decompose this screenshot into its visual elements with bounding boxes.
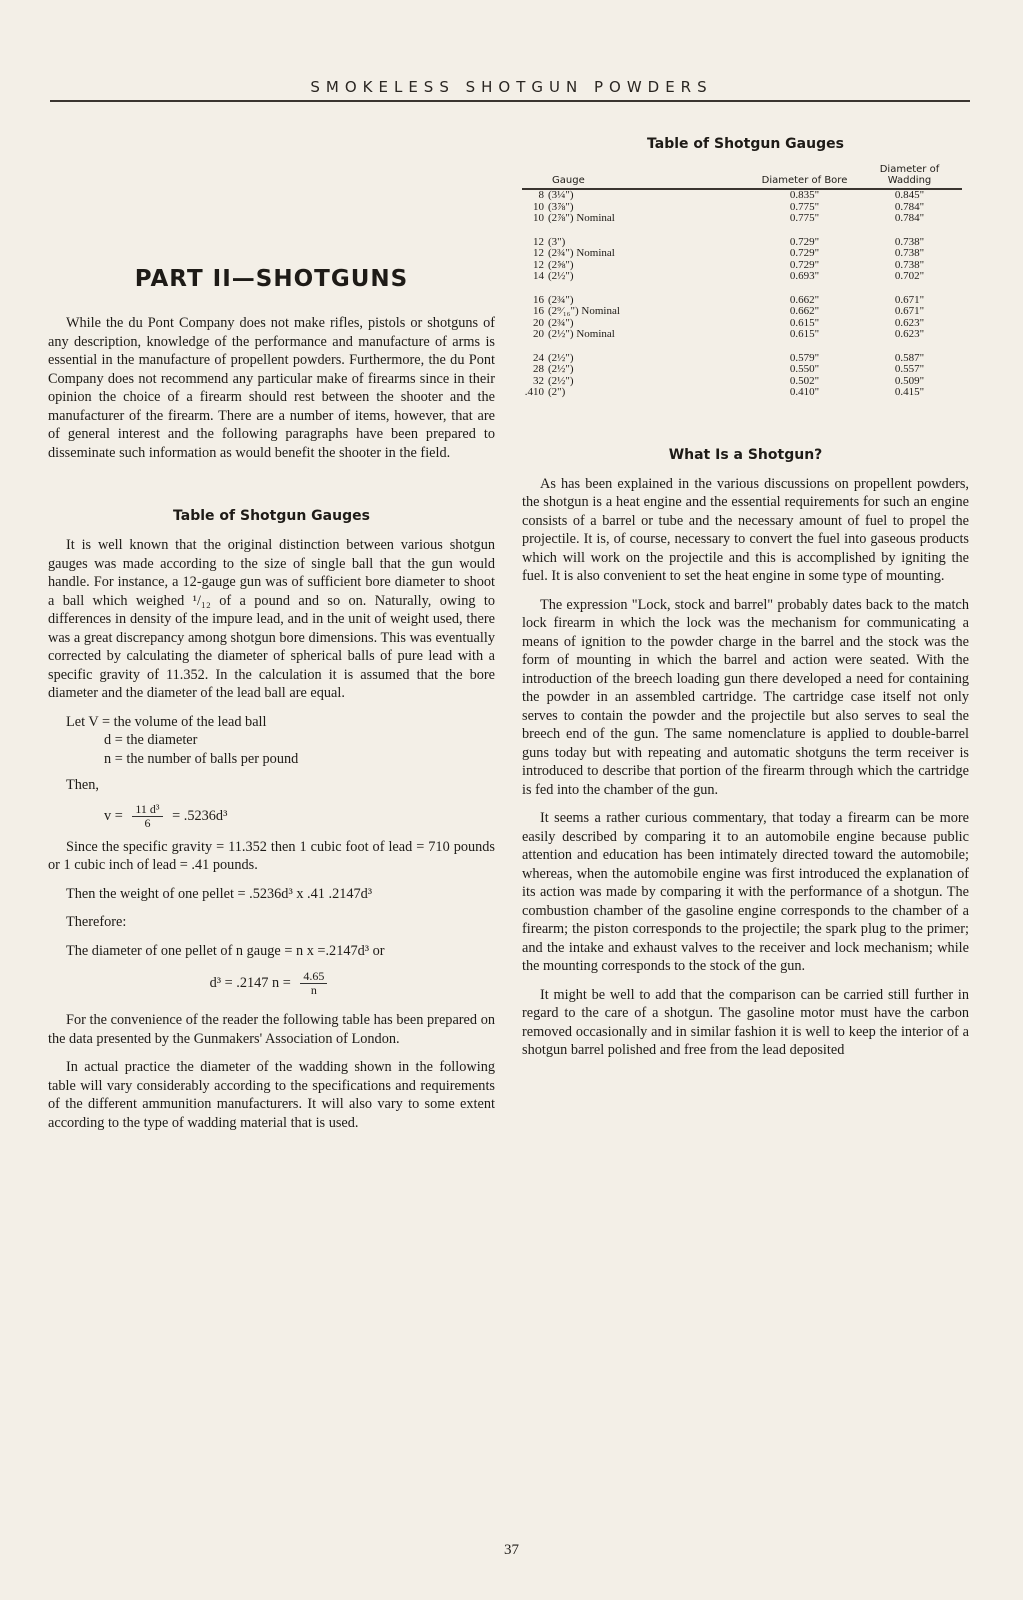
def-d: d = the diameter	[104, 732, 198, 748]
volume-fraction-numerator: 11 d³	[132, 803, 162, 817]
gauge-spec: (3")	[548, 235, 566, 248]
shotgun-paragraph-4: It might be well to add that the comparison can be carried still further in regard to the care of a shotgun. The gasoline motor must have the carbon removed occasionally and in similar fashion it is well to keep the interior of a shotgun barrel polished and free from the lead deposited	[522, 986, 969, 1058]
table-row	[522, 248, 962, 260]
wadding-cell: 0.671"	[894, 293, 925, 306]
wadding-cell: 0.845"	[894, 189, 925, 201]
bore-cell: 0.615"	[789, 328, 820, 340]
definitions-block	[48, 713, 495, 769]
table-row	[522, 306, 962, 318]
gauge-number: 12	[533, 258, 544, 271]
gauge-spec: (2½")	[548, 270, 574, 282]
gauge-spec: (2¾")	[548, 316, 574, 329]
wadding-cell: 0.623"	[894, 328, 925, 340]
page-number: 37	[504, 1542, 519, 1558]
bore-cell: 0.729"	[789, 258, 820, 271]
gauge-number: 20	[533, 328, 544, 340]
gauge-number: 16	[533, 293, 544, 306]
wadding-cell: 0.738"	[894, 235, 925, 248]
practice-paragraph: In actual practice the diameter of the wadding shown in the following table will vary considerably according to the specifications and requirements of the different ammunition manufacturers. It will also vary to some extent according to the type of wadding material that is used.	[48, 1059, 495, 1131]
bore-cell: 0.502"	[789, 374, 820, 387]
volume-eq-rhs: = .5236d³	[172, 807, 228, 824]
table-row	[522, 387, 962, 399]
wadding-cell: 0.784"	[894, 200, 925, 213]
gauge-number: 10	[533, 200, 544, 213]
left-column	[48, 250, 495, 1142]
wadding-cell: 0.623"	[894, 316, 925, 329]
pellet-diameter-paragraph: The diameter of one pellet of n gauge = n x =.2147d³ or	[66, 942, 385, 959]
gauges-section-heading: Table of Shotgun Gauges	[173, 508, 370, 524]
gauge-number: 8	[538, 189, 544, 201]
gauges-table	[522, 164, 962, 399]
table-group-gap	[522, 341, 962, 353]
wadding-cell: 0.702"	[894, 270, 925, 282]
diameter-fraction	[300, 970, 327, 997]
gauge-number: .410	[524, 386, 544, 398]
volume-fraction	[132, 803, 162, 830]
right-column	[522, 136, 969, 1070]
shotgun-paragraph-1: As has been explained in the various discussions on propellent powders, the shotgun is a heat engine and the essential requirements for such an engine consists of a barrel or tube and the necessary amount of fuel to propel the projectile. It is, of course, necessary to convert the fuel into gaseous products which will work on the projectile and this is accomplished by igniting the fuel. It is also convenient to set the heat engine in some type of mounting.	[522, 475, 969, 584]
gauge-spec: (2½") Nominal	[548, 328, 615, 340]
gauges-paragraph: It is well known that the original distinction between various shotgun gauges was made according to the size of single ball that the gun would handle. For instance, a 12-gauge gun was of sufficient bore diameter to shoot a ball which weighed ¹/₁₂ of a pound and so on. Naturally, owing to differences in density of the impure lead, and in the unit of weight used, there was a great discrepancy among shotgun bore dimensions. This was eventually corrected by calculating the diameter of spherical balls of pure lead with a specific gravity of 11.352. In the calculation it is assumed that the bore diameter and the diameter of the lead ball are equal.	[48, 537, 495, 701]
wadding-cell: 0.557"	[894, 363, 925, 375]
table-row	[522, 364, 962, 376]
bore-cell: 0.579"	[789, 351, 820, 364]
gauge-number: 12	[533, 247, 544, 259]
gauge-spec: (2⁹⁄₁₆") Nominal	[548, 305, 620, 317]
gauge-spec: (2⅝")	[548, 258, 574, 271]
bore-cell: 0.550"	[789, 363, 820, 375]
diameter-eq-lhs: d³ = .2147 n =	[209, 974, 291, 991]
gauge-number: 16	[533, 305, 544, 317]
wadding-cell: 0.509"	[894, 374, 925, 387]
gauge-spec: (2")	[548, 386, 566, 398]
convenience-paragraph: For the convenience of the reader the following table has been prepared on the data presented by the Gunmakers' Association of London.	[48, 1012, 495, 1047]
table-group-gap	[522, 225, 962, 237]
gauge-spec: (3⅞")	[548, 200, 574, 213]
volume-eq-lhs: v =	[104, 807, 123, 824]
def-n: n = the number of balls per pound	[104, 750, 299, 767]
bore-cell: 0.662"	[789, 305, 820, 317]
gauge-number: 28	[533, 363, 544, 375]
running-header: SMOKELESS SHOTGUN POWDERS	[310, 78, 713, 96]
shotgun-section-heading: What Is a Shotgun?	[668, 446, 823, 463]
table-row	[522, 213, 962, 225]
gauge-spec: (3¼")	[548, 189, 574, 201]
volume-fraction-denominator: 6	[144, 815, 151, 830]
gauge-spec: (2½")	[548, 363, 574, 375]
bore-cell: 0.410"	[789, 386, 820, 398]
table-title: Table of Shotgun Gauges	[647, 136, 844, 152]
volume-equation	[48, 803, 495, 830]
gauge-cell	[522, 213, 752, 225]
wadding-cell: 0.587"	[894, 351, 925, 364]
table-row	[522, 271, 962, 283]
bore-cell: 0.662"	[789, 293, 820, 306]
bore-cell: 0.775"	[789, 212, 820, 224]
gauge-number: 10	[533, 212, 544, 224]
bore-cell: 0.693"	[789, 270, 820, 282]
gauges-table-body	[522, 189, 962, 399]
bore-cell: 0.729"	[789, 235, 820, 248]
gauge-number: 12	[533, 235, 544, 248]
therefore-label: Therefore:	[66, 914, 127, 930]
bore-cell: 0.775"	[789, 200, 820, 213]
wadding-cell: 0.415"	[894, 386, 925, 398]
gauge-spec: (2⅞") Nominal	[548, 212, 615, 224]
table-header-gauge: Gauge	[522, 164, 752, 189]
table-row	[522, 329, 962, 341]
gauge-spec: (2¾") Nominal	[548, 247, 615, 259]
gauge-cell	[522, 387, 752, 399]
then-label: Then,	[66, 777, 99, 793]
specific-gravity-paragraph: Since the specific gravity = 11.352 then 1 cubic foot of lead = 710 pounds or 1 cubic inch of lead = .41 pounds.	[48, 838, 495, 873]
bore-cell: 0.729"	[789, 247, 820, 259]
gauge-number: 20	[533, 316, 544, 329]
pellet-weight-paragraph: Then the weight of one pellet = .5236d³ x .41 .2147d³	[66, 885, 373, 902]
bore-cell: 0.835"	[789, 189, 820, 201]
gauge-cell	[522, 329, 752, 341]
gauge-spec: (2½")	[548, 374, 574, 387]
shotgun-paragraph-3: It seems a rather curious commentary, that today a firearm can be more easily described by comparing it to an automobile engine because public attention and education has been intimately directed toward the automobile; whereas, when the automobile engine was first introduced the explanation of its action was made by comparing it with the performance of a shotgun. The combustion chamber of the gasoline engine corresponds to the chamber of a firearm; the piston corresponds to the projectile; the spark plug to the primer; and the intake and exhaust valves to the receiver and lock mechanism; while the mounting corresponds to the stock of the gun.	[522, 810, 969, 974]
table-header-wadding: Diameter of Wadding	[857, 164, 962, 189]
table-header-bore: Diameter of Bore	[752, 164, 857, 189]
diameter-fraction-denominator: n	[310, 983, 317, 997]
bore-cell: 0.615"	[789, 316, 820, 329]
gauge-number: 14	[533, 270, 544, 282]
diameter-equation	[48, 970, 495, 997]
wadding-cell: 0.738"	[894, 247, 925, 259]
diameter-fraction-numerator: 4.65	[300, 970, 327, 984]
gauge-number: 24	[533, 351, 544, 364]
table-row	[522, 189, 962, 202]
wadding-cell: 0.784"	[894, 212, 925, 224]
header-rule	[50, 100, 970, 102]
gauge-spec: (2½")	[548, 351, 574, 364]
gauge-number: 32	[533, 374, 544, 387]
let-line: Let V = the volume of the lead ball	[66, 713, 267, 730]
intro-paragraph: While the du Pont Company does not make rifles, pistols or shotguns of any description, knowledge of the performance and manufacture of arms is essential in the manufacture of propellent powders. Furthermore, the du Pont Company does not recommend any particular make of firearms since in their opinion the choice of a firearm should rest between the shooter and the manufacturer of the firearm. There are a number of items, however, that are of general interest and the following paragraphs have been prepared to disseminate such information as would benefit the shooter in the field.	[48, 315, 495, 461]
wadding-cell: 0.671"	[894, 305, 925, 317]
wadding-cell: 0.738"	[894, 258, 925, 271]
table-group-gap	[522, 283, 962, 295]
part-title: PART II—SHOTGUNS	[134, 266, 409, 292]
shotgun-paragraph-2: The expression "Lock, stock and barrel" probably dates back to the match lock firearm in which the lock was the mechanism for communicating a means of ignition to the powder charge in the barrel and the stock was the form of mounting in which the barrel and action were seated. With the introduction of the breech loading gun there developed a need for containing the powder in an assembled cartridge. The cartridge case itself not only serves to contain the powder and the projectile but also serves to seal the breech end of the gun. The same nomenclature is applied to double-barrel guns today but with repeating and automatic shotguns the term receiver is introduced to describe that portion of the firearm through which the cartridge is fed into the chamber of the gun.	[522, 596, 969, 798]
gauge-spec: (2¾")	[548, 293, 574, 306]
gauge-cell	[522, 271, 752, 283]
